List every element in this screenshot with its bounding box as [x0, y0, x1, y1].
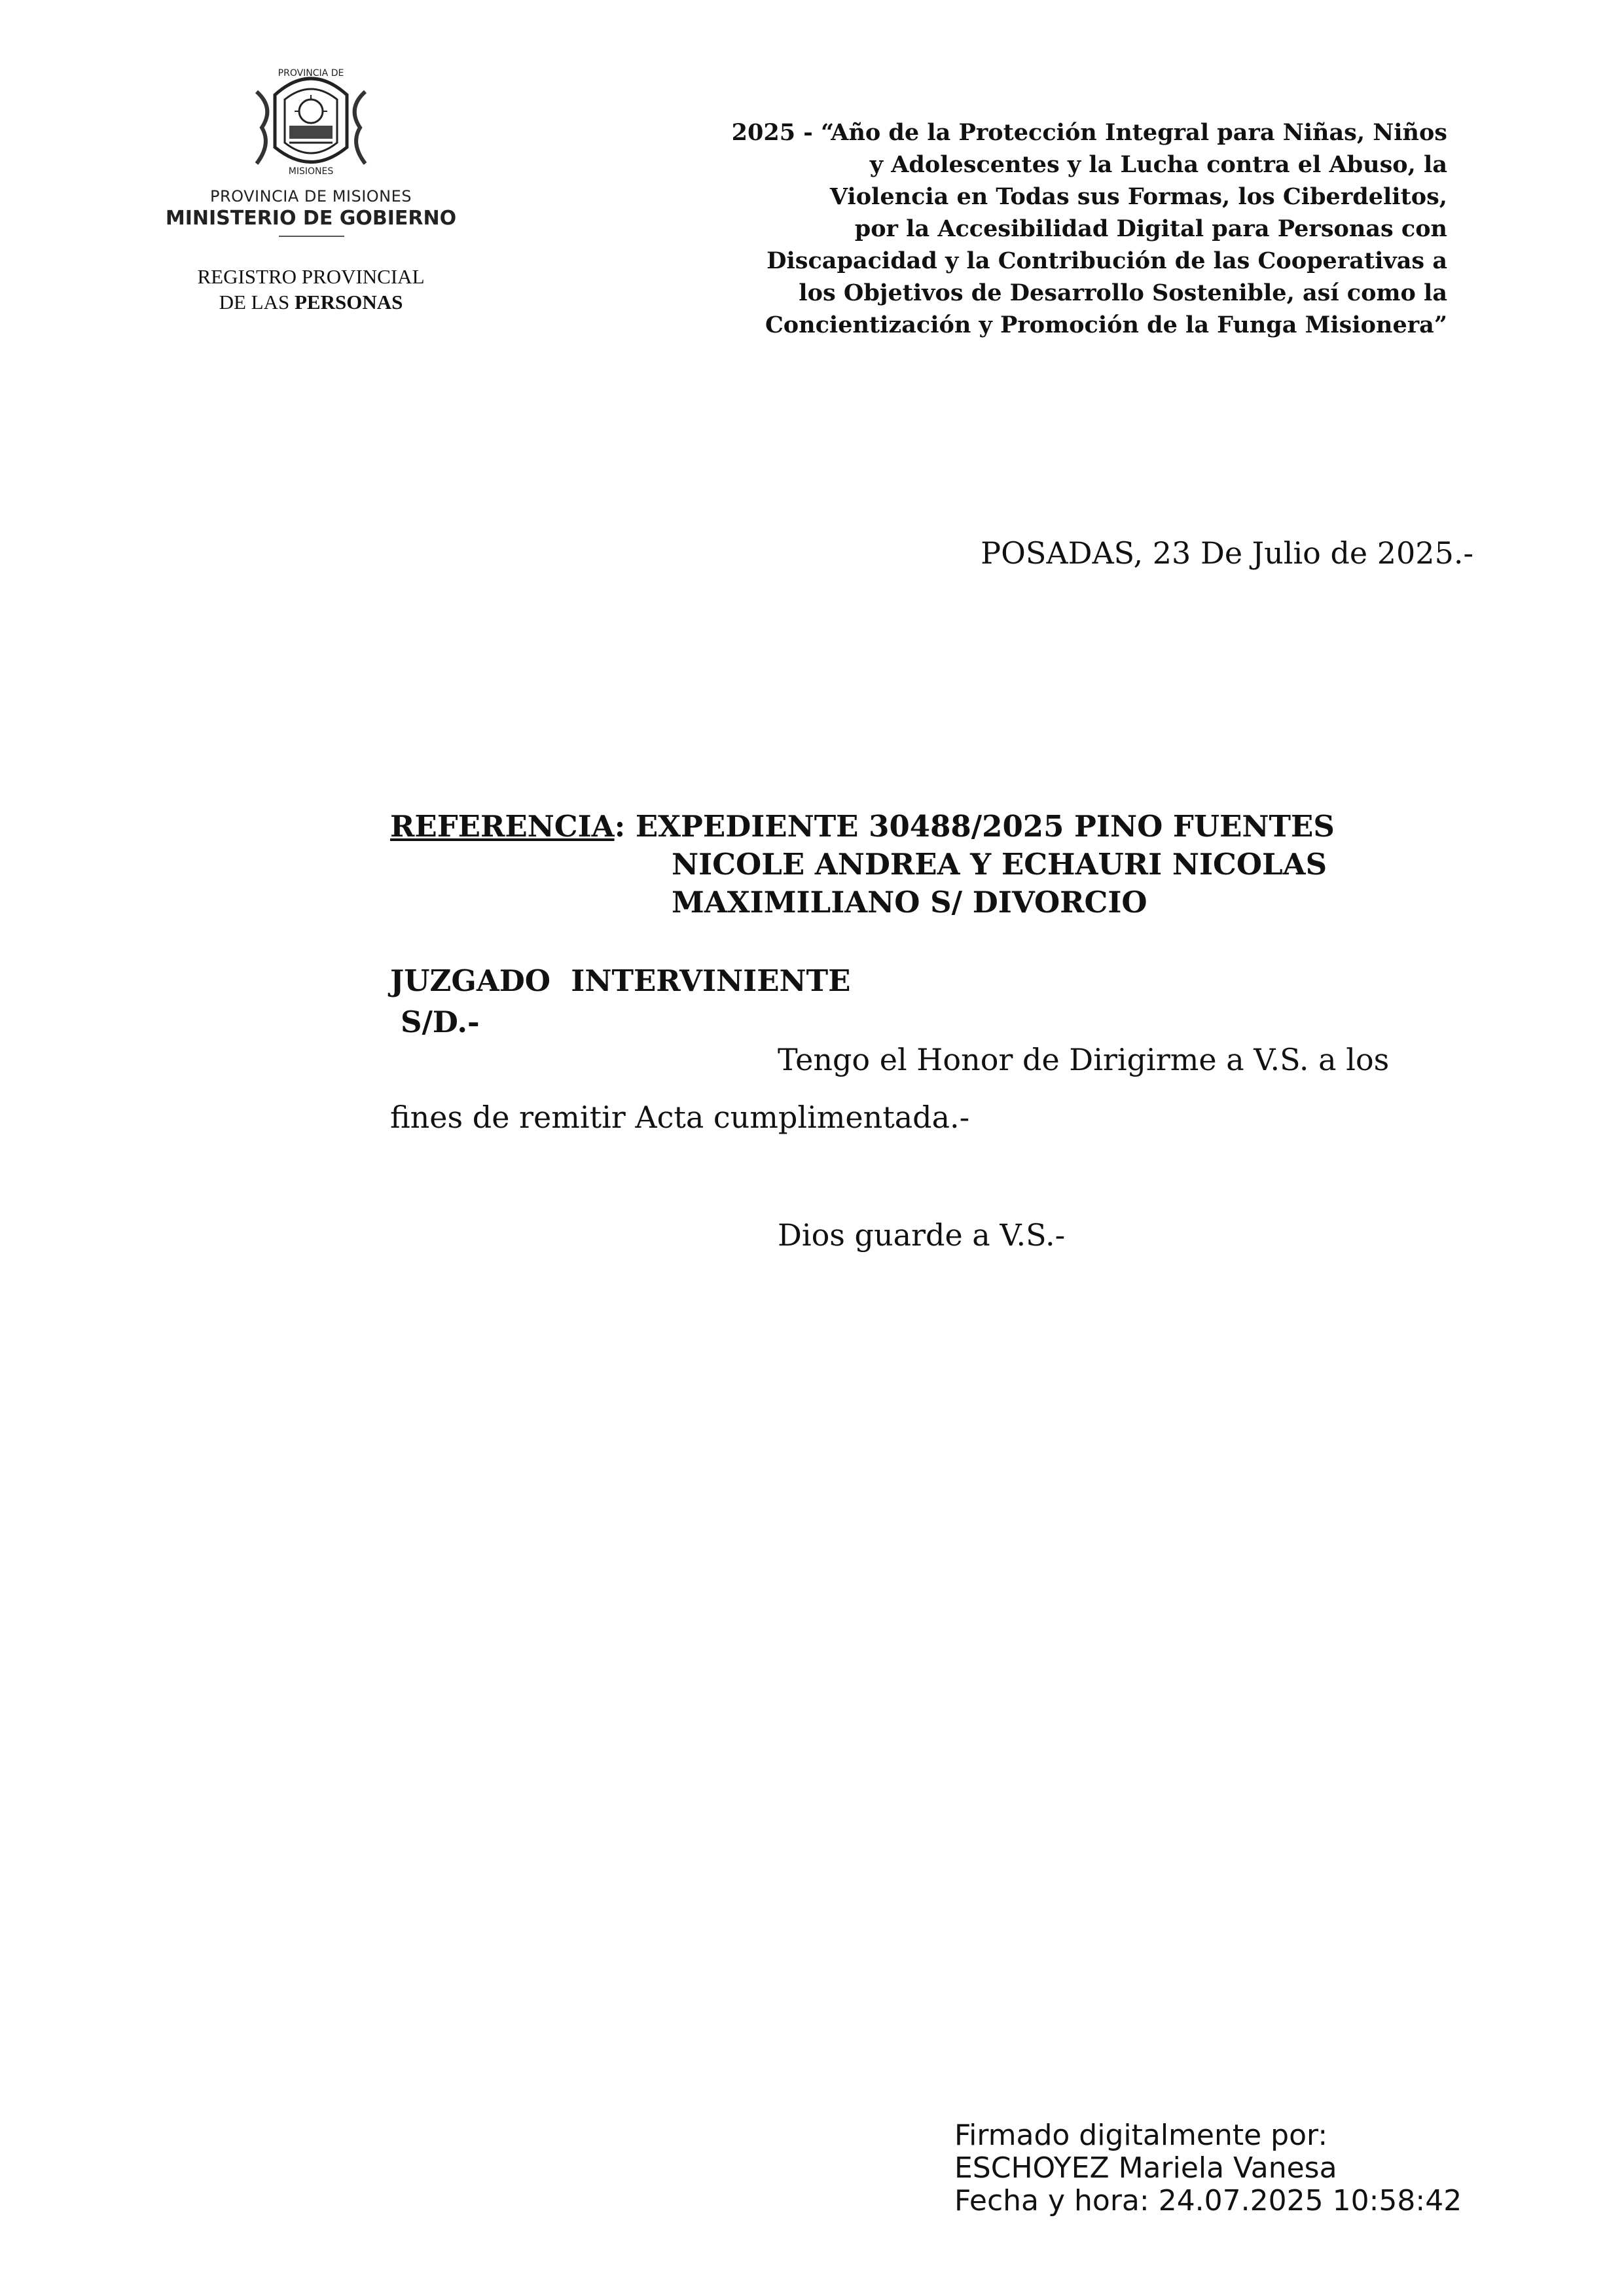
digital-signature	[954, 2119, 1462, 2217]
reference-line1	[390, 808, 1335, 846]
letterhead-divider	[279, 236, 344, 237]
letterhead-ministry: MINISTERIO DE GOBIERNO	[165, 207, 457, 230]
seal-ribbon-bottom: MISIONES	[288, 166, 334, 177]
year-motto	[531, 117, 1447, 341]
reference-label: REFERENCIA	[390, 809, 615, 844]
reference-text-line3: MAXIMILIANO S/ DIVORCIO	[672, 885, 1147, 920]
reference-text-line2: NICOLE ANDREA Y ECHAURI NICOLAS	[672, 847, 1327, 882]
motto-line: Violencia en Todas sus Formas, los Ciberdelitos,	[829, 183, 1447, 210]
body-line2: fines de remitir Acta cumplimentada.-	[390, 1100, 970, 1135]
reference-block	[390, 808, 1335, 922]
sd-mark: S/D.-	[401, 1005, 480, 1039]
body-line1: Tengo el Honor de Dirigirme a V.S. a los	[778, 1042, 1390, 1077]
signature-line3: Fecha y hora: 24.07.2025 10:58:42	[954, 2184, 1462, 2217]
seal-ribbon-top: PROVINCIA DE	[278, 68, 344, 79]
motto-line: los Objetivos de Desarrollo Sostenible, así como la	[799, 279, 1447, 306]
closing-line: Dios guarde a V.S.-	[778, 1217, 1066, 1253]
signature-line2: ESCHOYEZ Mariela Vanesa	[954, 2151, 1337, 2185]
motto-line: por la Accesibilidad Digital para Personas con	[854, 215, 1447, 242]
registry-line2-prefix: DE LAS	[219, 291, 290, 314]
motto-line: Concientización y Promoción de la Funga Misionera”	[765, 312, 1447, 338]
coat-of-arms-seal-icon	[249, 65, 373, 180]
reference-text-line1: : EXPEDIENTE 30488/2025 PINO FUENTES	[614, 809, 1335, 844]
motto-line: 2025 - “Año de la Protección Integral para Niñas, Niños	[731, 119, 1447, 146]
signature-line1: Firmado digitalmente por:	[954, 2119, 1328, 2152]
document-date: POSADAS, 23 De Julio de 2025.-	[981, 535, 1473, 571]
addressee-text: JUZGADO INTERVINIENTE	[390, 963, 851, 998]
registry-line2-bold: PERSONAS	[295, 291, 403, 314]
motto-line: Discapacidad y la Contribución de las Cooperativas a	[767, 247, 1447, 274]
letterhead-province: PROVINCIA DE MISIONES	[209, 187, 412, 206]
letterhead-registry-line2	[151, 291, 471, 314]
motto-line: y Adolescentes y la Lucha contra el Abuso, la	[869, 151, 1447, 178]
addressee	[390, 963, 850, 998]
letterhead-registry-line1: REGISTRO PROVINCIAL	[197, 265, 425, 288]
